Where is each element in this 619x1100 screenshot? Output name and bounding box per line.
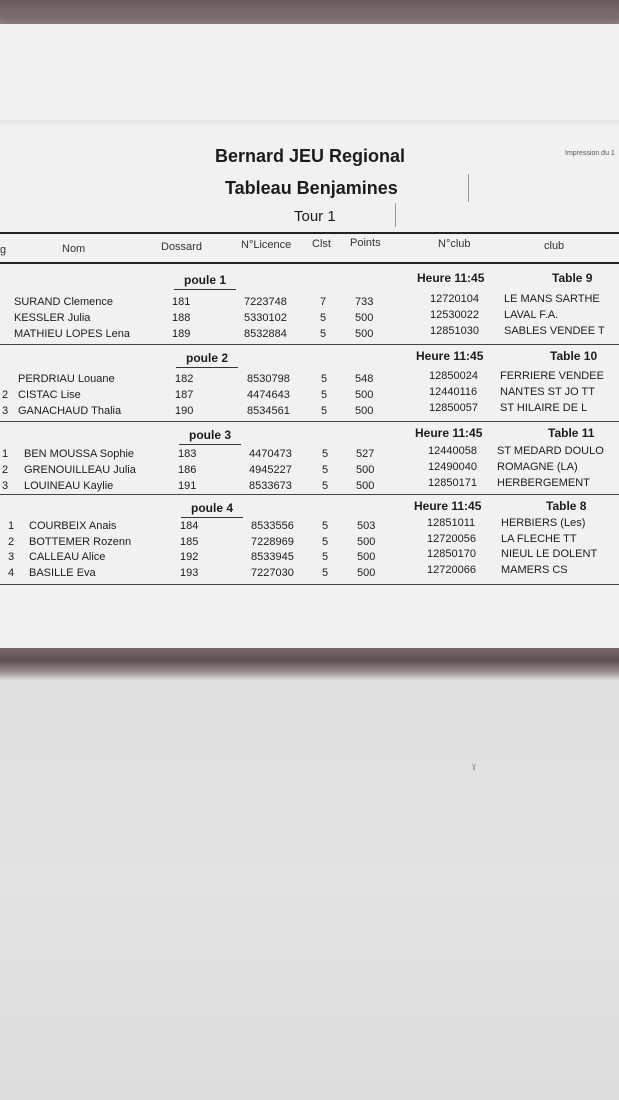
player-club: FERRIERE VENDEE [500, 370, 604, 382]
player-clst: 5 [322, 464, 329, 476]
player-nom: GRENOUILLEAU Julia [24, 464, 136, 476]
player-club-no: 12850170 [427, 548, 476, 560]
player-points: 500 [356, 480, 375, 492]
player-licence: 8533673 [249, 480, 292, 492]
player-rank: 2 [8, 535, 15, 548]
player-clst: 5 [320, 328, 327, 340]
player-clst: 5 [322, 566, 329, 579]
player-nom: BEN MOUSSA Sophie [24, 448, 135, 460]
player-club: NIEUL LE DOLENT [501, 548, 598, 560]
player-points: 500 [356, 464, 375, 476]
player-licence: 8534561 [247, 405, 290, 417]
player-rank: 2 [2, 389, 9, 401]
poule-label: poule 3 [189, 428, 232, 442]
poule-underline [176, 367, 238, 368]
player-rank: 2 [2, 464, 9, 476]
table-bottom-rule [0, 584, 619, 585]
poule-underline [181, 517, 243, 518]
poule-time: Heure 11:45 [416, 349, 484, 363]
player-licence: 7227030 [251, 566, 294, 579]
player-club-no: 12851011 [427, 517, 476, 529]
player-points: 548 [355, 373, 374, 385]
player-club-no: 12720056 [427, 532, 476, 545]
player-club-no: 12850057 [429, 402, 478, 414]
player-club: ST MEDARD DOULO [497, 445, 604, 457]
player-licence: 4474643 [247, 389, 290, 401]
player-licence: 7223748 [244, 296, 287, 308]
player-club-no: 12850024 [429, 370, 478, 382]
player-points: 503 [357, 520, 376, 532]
poule-separator [0, 421, 619, 422]
player-dossard: 182 [175, 373, 194, 385]
player-licence: 8533945 [251, 551, 294, 563]
player-licence: 8532884 [244, 328, 287, 340]
title-box [166, 174, 469, 202]
player-rank: 1 [2, 448, 9, 460]
player-licence: 8533556 [251, 520, 294, 532]
player-clst: 7 [320, 296, 327, 308]
player-licence: 4945227 [249, 464, 292, 476]
player-dossard: 188 [172, 312, 191, 324]
player-dossard: 191 [178, 480, 197, 492]
poule-underline [179, 444, 241, 445]
player-dossard: 190 [175, 405, 194, 417]
player-clst: 5 [321, 389, 328, 401]
player-club: MAMERS CS [501, 563, 568, 576]
player-club: LA FLECHE TT [501, 532, 577, 545]
player-rank: 4 [8, 566, 15, 579]
player-club: LAVAL F.A. [504, 309, 559, 321]
player-nom: SURAND Clemence [14, 296, 114, 308]
player-licence: 8530798 [247, 373, 290, 385]
player-clst: 5 [320, 312, 327, 324]
print-note: Impression du 1 [565, 150, 615, 157]
header-club: club [544, 240, 565, 252]
poule-time: Heure 11:45 [414, 499, 482, 513]
poule-underline [174, 289, 236, 290]
player-rank: 3 [2, 405, 9, 417]
player-dossard: 193 [180, 566, 199, 579]
player-points: 527 [356, 448, 375, 460]
header-top-rule [0, 232, 619, 234]
round-label: Tour 1 [294, 208, 336, 225]
poule-separator [0, 494, 619, 495]
player-club-no: 12490040 [428, 461, 477, 473]
player-club: ST HILAIRE DE L [500, 402, 588, 414]
player-nom: BOTTEMER Rozenn [29, 535, 132, 548]
header-points: Points [350, 237, 381, 249]
player-club-no: 12440058 [428, 445, 477, 457]
player-clst: 5 [321, 373, 328, 385]
player-points: 500 [355, 389, 374, 401]
player-dossard: 185 [180, 535, 199, 548]
player-nom: MATHIEU LOPES Lena [14, 328, 130, 340]
speck-mark: ˠ [472, 760, 476, 774]
paper-fold [0, 120, 619, 128]
player-nom: LOUINEAU Kaylie [24, 480, 114, 492]
poule-label: poule 4 [191, 501, 234, 515]
player-nom: CALLEAU Alice [29, 551, 106, 563]
player-nom: CISTAC Lise [18, 389, 81, 401]
player-points: 500 [355, 405, 374, 417]
player-clst: 5 [322, 535, 329, 548]
document-subtitle: Tableau Benjamines [225, 178, 398, 198]
header-bottom-rule [0, 262, 619, 264]
paper-bottom-edge [0, 648, 619, 680]
player-dossard: 184 [180, 520, 199, 532]
player-dossard: 183 [178, 448, 197, 460]
player-clst: 5 [322, 520, 329, 532]
poule-table: Table 8 [546, 499, 587, 513]
poule-table: Table 9 [552, 271, 593, 285]
player-clst: 5 [322, 551, 329, 563]
player-club-no: 12851030 [430, 325, 479, 337]
player-dossard: 187 [175, 389, 194, 401]
player-points: 500 [357, 551, 376, 563]
player-points: 500 [357, 535, 376, 548]
player-dossard: 186 [178, 464, 197, 476]
background-surface [0, 672, 619, 1100]
header-dossard: Dossard [161, 241, 202, 253]
player-nom: BASILLE Eva [29, 566, 96, 579]
player-club: NANTES ST JO TT [500, 386, 595, 398]
poule-separator [0, 344, 619, 345]
header-licence: N°Licence [241, 239, 292, 251]
player-club: HERBERGEMENT [497, 477, 590, 489]
player-licence: 7228969 [251, 535, 294, 548]
player-club: HERBIERS (Les) [501, 517, 586, 529]
player-points: 500 [355, 312, 374, 324]
player-rank: 3 [2, 480, 9, 492]
player-club-no: 12850171 [428, 477, 477, 489]
header-clst: Clst [312, 238, 331, 250]
player-nom: KESSLER Julia [14, 312, 91, 324]
document-title: Bernard JEU Regional [215, 146, 406, 166]
player-dossard: 181 [172, 296, 191, 308]
poule-label: poule 1 [184, 273, 227, 287]
player-licence: 4470473 [249, 448, 292, 460]
player-nom: COURBEIX Anais [29, 520, 117, 532]
poule-table: Table 11 [548, 426, 595, 440]
player-rank: 3 [8, 551, 15, 563]
player-dossard: 192 [180, 551, 199, 563]
player-nom: PERDRIAU Louane [18, 373, 115, 385]
player-club: LE MANS SARTHE [504, 293, 600, 305]
header-rank: g [0, 244, 7, 256]
player-dossard: 189 [172, 328, 191, 340]
header-club-number: N°club [438, 238, 471, 250]
player-points: 733 [355, 296, 374, 308]
player-rank: 1 [8, 520, 15, 532]
player-club-no: 12440116 [429, 386, 478, 398]
player-licence: 5330102 [244, 312, 287, 324]
player-club: ROMAGNE (LA) [497, 461, 578, 473]
header-nom: Nom [62, 243, 86, 255]
player-points: 500 [357, 566, 376, 579]
player-clst: 5 [321, 405, 328, 417]
player-club-no: 12720104 [430, 293, 479, 305]
poule-label: poule 2 [186, 351, 229, 365]
poule-table: Table 10 [550, 349, 598, 363]
tour-box [283, 203, 396, 227]
player-points: 500 [355, 328, 374, 340]
player-club-no: 12530022 [430, 309, 479, 321]
player-club: SABLES VENDEE T [504, 325, 605, 337]
poule-time: Heure 11:45 [415, 426, 483, 440]
player-club-no: 12720066 [427, 563, 476, 576]
player-clst: 5 [322, 448, 329, 460]
player-clst: 5 [322, 480, 329, 492]
poule-time: Heure 11:45 [417, 271, 485, 285]
player-nom: GANACHAUD Thalia [18, 405, 122, 417]
